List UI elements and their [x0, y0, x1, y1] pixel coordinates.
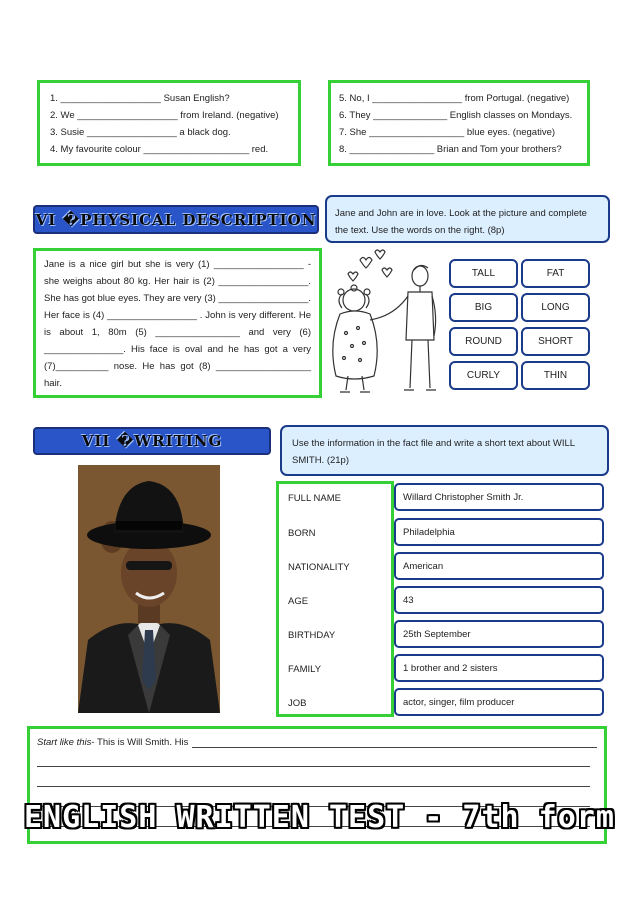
exercise-line: 7. She __________________ blue eyes. (negative)	[339, 127, 556, 138]
description-paragraph: Jane is a nice girl but she is very (1) _________________ - she weighs about 80 kg. Her hair is (2) _________________. She has got blue eyes. They are very (3) _________________. Her face is (4) _________________ . John is very different. He is about 1, 80m (5) ________________ and very (6) _______________. His face is oval and he has got a very (7)__________ nose. He has got (8) __________________ hair.	[44, 259, 311, 389]
writing-line[interactable]	[37, 766, 590, 767]
fact-label: BIRTHDAY	[288, 629, 336, 641]
exercise-box-right	[328, 80, 590, 166]
section-banner-writing: VII �WRITING	[33, 427, 271, 455]
word-box: THIN	[521, 361, 590, 390]
fact-label: NATIONALITY	[288, 561, 350, 573]
exercise-line: 2. We ___________________ from Ireland. (negative)	[50, 110, 279, 121]
instruction-text: Use the information in the fact file and write a short text about WILL SMITH. (21p)	[292, 438, 575, 466]
section-banner-physical: VI �PHYSICAL DESCRIPTION	[33, 205, 319, 234]
writing-line[interactable]	[37, 786, 590, 787]
word-box: FAT	[521, 259, 590, 288]
will-smith-photo	[78, 465, 220, 713]
fact-label: FAMILY	[288, 663, 322, 675]
description-text-box	[33, 248, 322, 398]
fact-value: 25th September	[394, 620, 604, 648]
exercise-line: 6. They ______________ English classes on Mondays.	[339, 110, 573, 121]
exercise-line: 3. Susie _________________ a black dog.	[50, 127, 231, 138]
jane-and-john-illustration	[330, 248, 445, 398]
writing-start-line	[37, 737, 597, 751]
exercise-line: 1. ___________________ Susan English?	[50, 93, 230, 104]
word-box: TALL	[449, 259, 518, 288]
fact-value: Philadelphia	[394, 518, 604, 546]
page-title: ENGLISH WRITTEN TEST - 7th form	[24, 800, 615, 835]
fact-label: AGE	[288, 595, 309, 607]
exercise-line: 4. My favourite colour ____________________ red.	[50, 144, 269, 155]
writing-start-text: - This is Will Smith. His	[91, 737, 189, 748]
fact-value: actor, singer, film producer	[394, 688, 604, 716]
exercise-line: 5. No, I _________________ from Portugal. (negative)	[339, 93, 570, 104]
fact-label: BORN	[288, 527, 316, 539]
fact-value: Willard Christopher Smith Jr.	[394, 483, 604, 511]
instruction-box-physical	[325, 195, 610, 243]
exercise-box-left	[37, 80, 301, 166]
fact-label: FULL NAME	[288, 492, 341, 504]
word-box: CURLY	[449, 361, 518, 390]
word-box: SHORT	[521, 327, 590, 356]
fact-label: JOB	[288, 697, 307, 709]
fact-value: 1 brother and 2 sisters	[394, 654, 604, 682]
word-box: BIG	[449, 293, 518, 322]
fact-value: 43	[394, 586, 604, 614]
writing-start-italic: Start like this	[37, 737, 92, 748]
instruction-box-writing	[280, 425, 609, 476]
writing-line[interactable]	[192, 737, 597, 748]
fact-value: American	[394, 552, 604, 580]
word-box: LONG	[521, 293, 590, 322]
exercise-line: 8. ________________ Brian and Tom your brothers?	[339, 144, 562, 155]
word-box: ROUND	[449, 327, 518, 356]
instruction-text: Jane and John are in love. Look at the picture and complete the text. Use the words on the right. (8p)	[335, 208, 587, 236]
